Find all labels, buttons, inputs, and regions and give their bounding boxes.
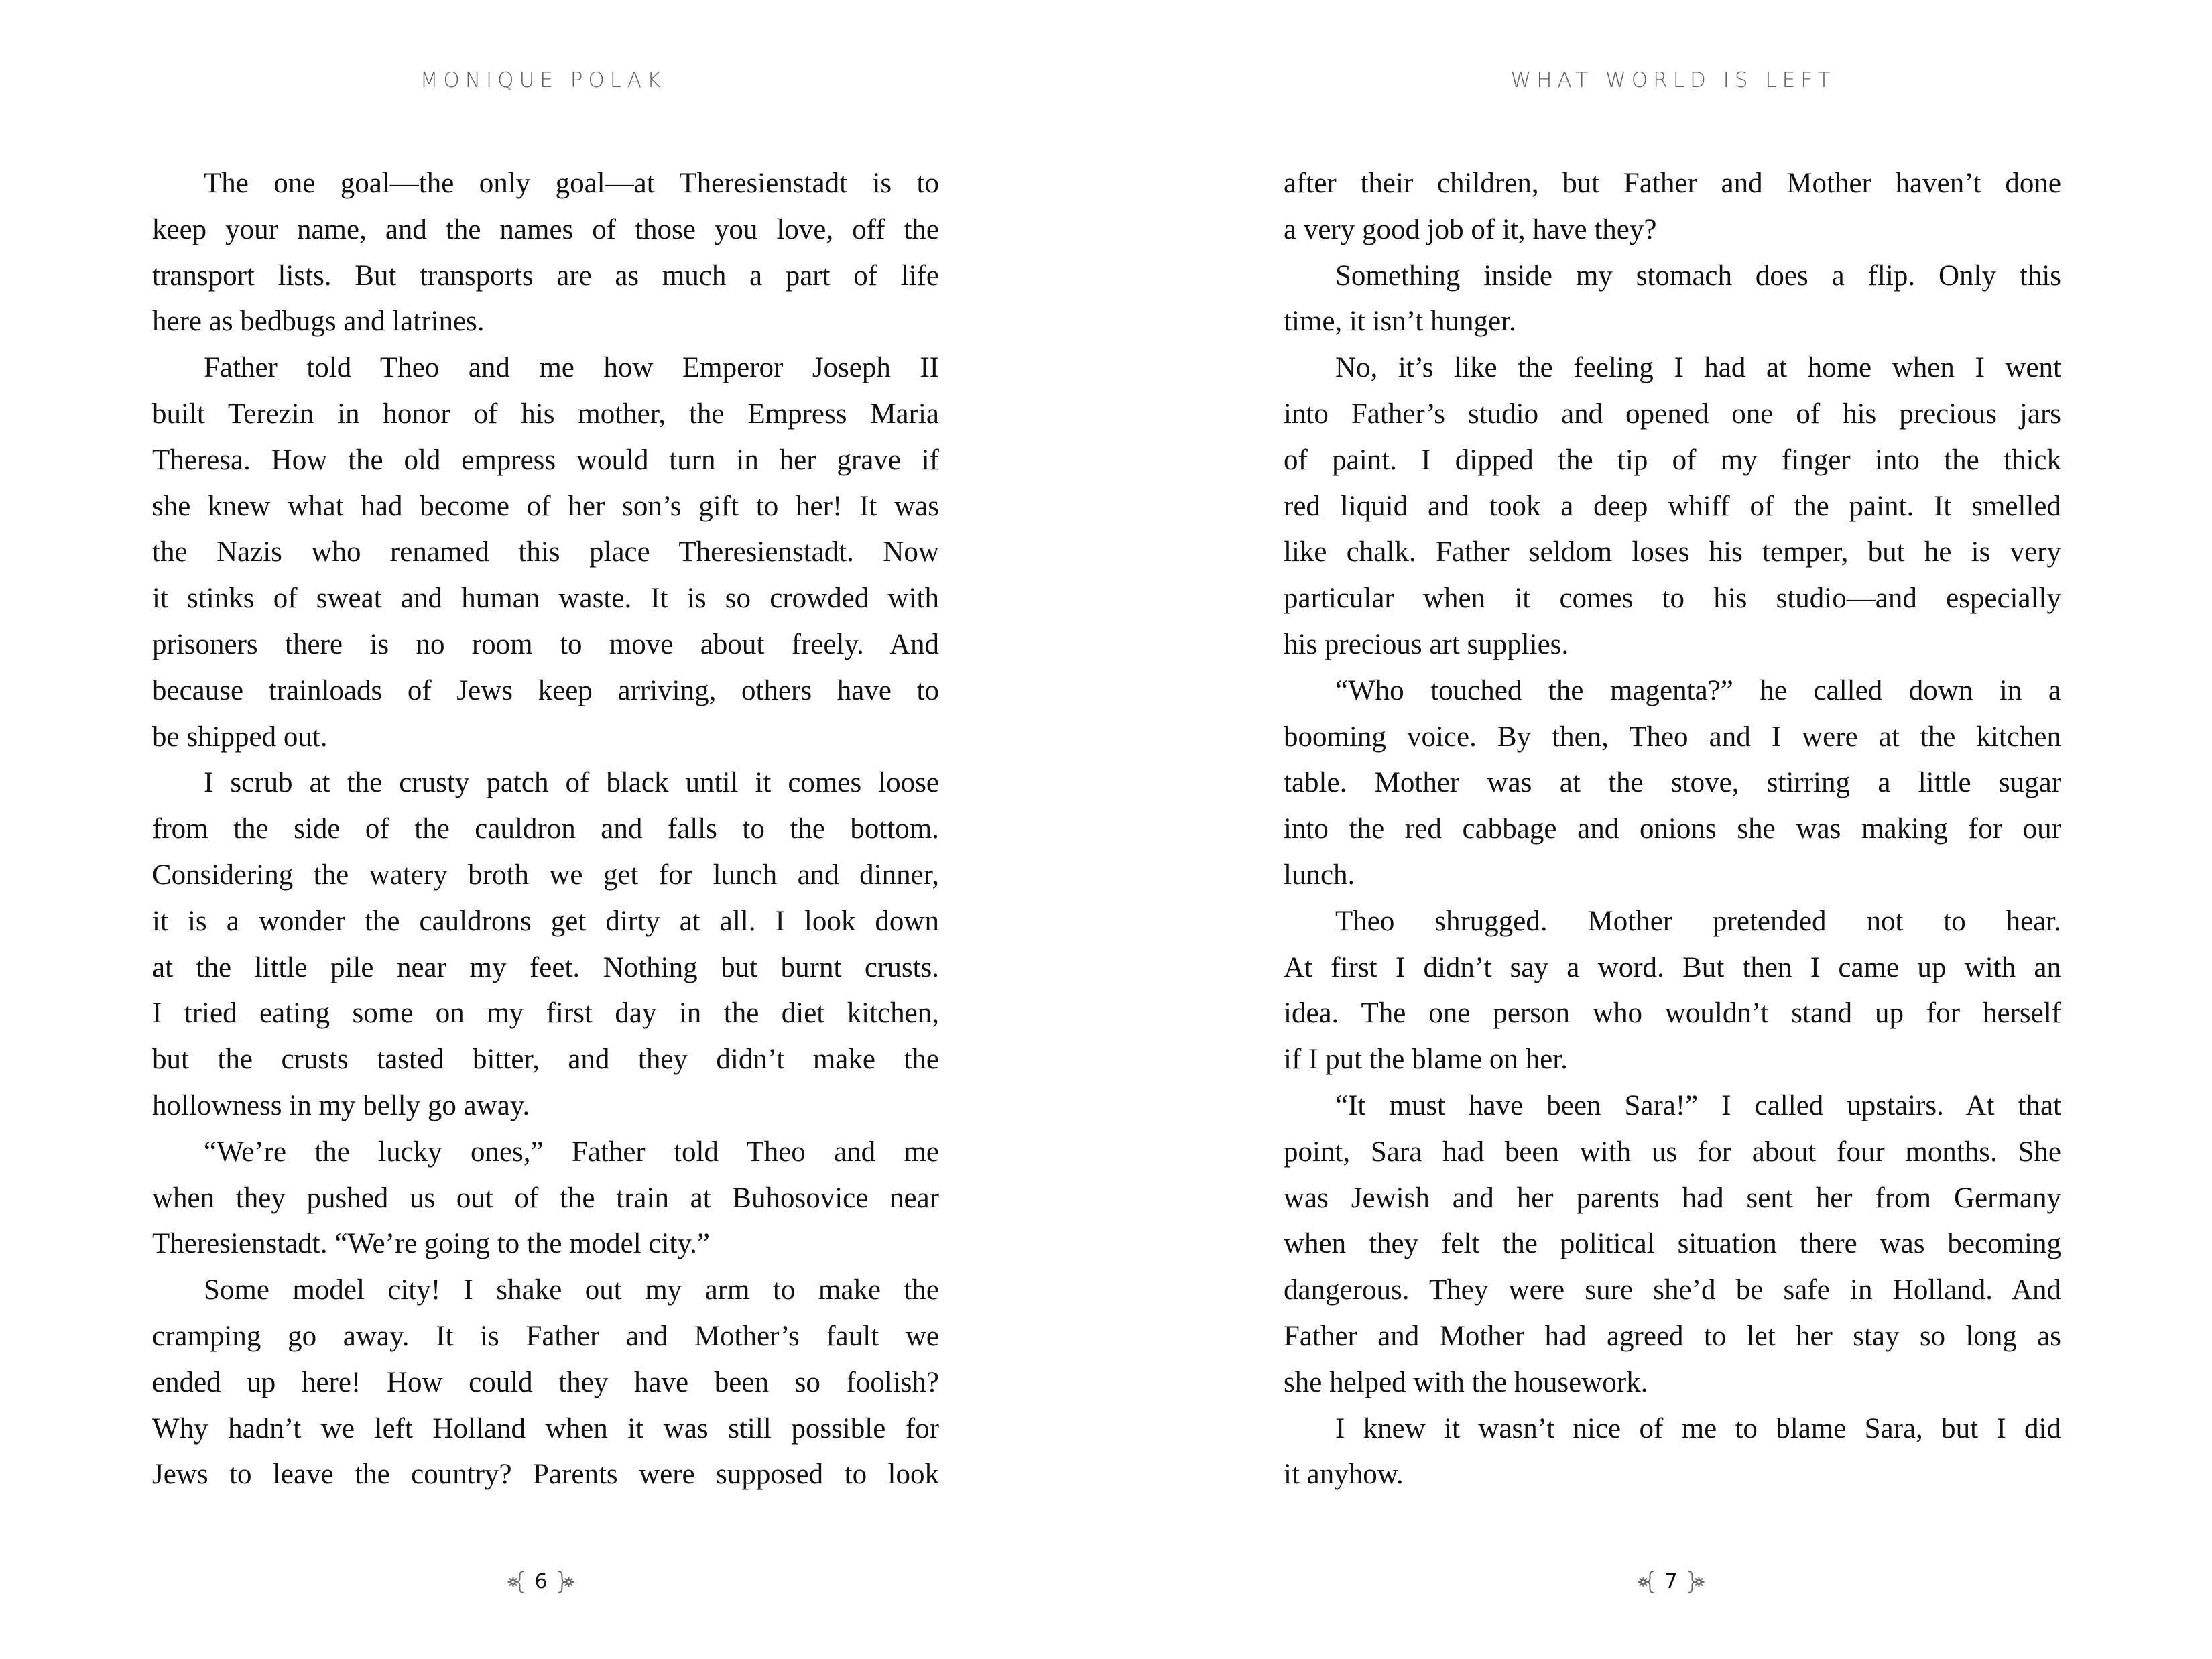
text-line: At first I didn’t say a word. But then I came up with an	[1284, 951, 2061, 983]
text-line: ended up here! How could they have been so foolish?	[152, 1366, 939, 1398]
text-line: transport lists. But transports are as much a part of life	[152, 259, 939, 292]
text-line: his precious art supplies.	[1284, 628, 1569, 660]
text-line: the Nazis who renamed this place Theresienstadt. Now	[152, 536, 939, 568]
text-line: hollowness in my belly go away.	[152, 1089, 530, 1121]
text-line: Why hadn’t we left Holland when it was still possible for	[152, 1412, 939, 1445]
running-head-title: WHAT WORLD IS LEFT	[1510, 68, 1836, 93]
text-line: Considering the watery broth we get for lunch and dinner,	[152, 859, 939, 891]
body-text	[1284, 161, 2061, 1498]
text-line: because trainloads of Jews keep arriving, others have to	[152, 674, 939, 706]
text-line: if I put the blame on her.	[1284, 1044, 1568, 1076]
text-line: when they felt the political situation there was becoming	[1284, 1228, 2061, 1260]
page-number-folio	[507, 1567, 574, 1597]
text-line: Theo shrugged. Mother pretended not to hear.	[1335, 905, 2061, 937]
text-line: I scrub at the crusty patch of black until it comes loose	[204, 767, 939, 799]
text-line: like chalk. Father seldom loses his temper, but he is very	[1284, 536, 2061, 568]
text-line: built Terezin in honor of his mother, the Empress Maria	[152, 397, 939, 430]
text-line: table. Mother was at the stove, stirring a little sugar	[1284, 767, 2061, 799]
text-line: “We’re the lucky ones,” Father told Theo and me	[204, 1135, 939, 1168]
text-line: she knew what had become of her son’s gift to her! It was	[152, 490, 939, 522]
text-line: The one goal—the only goal—at Theresienstadt is to	[204, 168, 939, 199]
running-head-author: MONIQUE POLAK	[420, 68, 666, 93]
text-line: Something inside my stomach does a flip. Only this	[1335, 259, 2061, 292]
text-line: cramping go away. It is Father and Mother’s fault we	[152, 1320, 939, 1352]
text-line: Theresienstadt. “We’re going to the model city.”	[152, 1228, 710, 1260]
text-line: it stinks of sweat and human waste. It is so crowded with	[152, 582, 939, 615]
text-line: Father told Theo and me how Emperor Joseph II	[204, 352, 939, 384]
text-line: Jews to leave the country? Parents were supposed to look	[152, 1459, 939, 1491]
text-line: “It must have been Sara!” I called upstairs. At that	[1335, 1089, 2061, 1121]
text-line: Father and Mother had agreed to let her stay so long as	[1284, 1320, 2061, 1352]
right-page	[1106, 0, 2212, 1659]
text-line: it anyhow.	[1284, 1459, 1404, 1491]
text-line: idea. The one person who wouldn’t stand up for herself	[1284, 997, 2061, 1030]
text-line: but the crusts tasted bitter, and they didn’t make the	[152, 1044, 939, 1076]
text-line: dangerous. They were sure she’d be safe in Holland. And	[1284, 1274, 2061, 1306]
text-line: prisoners there is no room to move about freely. And	[152, 628, 939, 660]
flower-brace-left-icon	[507, 1569, 525, 1595]
flower-brace-right-icon	[557, 1569, 574, 1595]
page-number: 7	[1664, 1570, 1678, 1593]
text-line: Some model city! I shake out my arm to make the	[204, 1274, 939, 1306]
text-line: lunch.	[1284, 859, 1355, 891]
text-line: booming voice. By then, Theo and I were at the kitchen	[1284, 721, 2061, 753]
text-line: she helped with the housework.	[1284, 1366, 1648, 1398]
text-line: be shipped out.	[152, 721, 328, 753]
text-line: a very good job of it, have they?	[1284, 213, 1657, 245]
text-line: at the little pile near my feet. Nothing but burnt crusts.	[152, 951, 939, 983]
text-line: into Father’s studio and opened one of his precious jars	[1284, 397, 2061, 430]
text-line: point, Sara had been with us for about four months. She	[1284, 1135, 2061, 1168]
text-line: here as bedbugs and latrines.	[152, 306, 485, 338]
text-line: from the side of the cauldron and falls to the bottom.	[152, 813, 939, 845]
text-line: it is a wonder the cauldrons get dirty at all. I look down	[152, 905, 939, 937]
text-line: was Jewish and her parents had sent her from Germany	[1284, 1182, 2061, 1214]
text-line: I tried eating some on my first day in the diet kitchen,	[152, 997, 939, 1030]
text-line: into the red cabbage and onions she was making for our	[1284, 813, 2061, 845]
flower-brace-left-icon	[1638, 1569, 1655, 1595]
text-line: Theresa. How the old empress would turn in her grave if	[152, 444, 939, 476]
text-line: after their children, but Father and Mother haven’t done	[1284, 168, 2061, 199]
text-line: of paint. I dipped the tip of my finger into the thick	[1284, 444, 2061, 476]
flower-brace-right-icon	[1687, 1569, 1705, 1595]
text-line: particular when it comes to his studio—and especially	[1284, 582, 2061, 615]
text-line: keep your name, and the names of those you love, off the	[152, 213, 939, 245]
text-line: “Who touched the magenta?” he called down in a	[1335, 674, 2061, 706]
body-text	[152, 161, 939, 1498]
text-line: I knew it wasn’t nice of me to blame Sara, but I did	[1335, 1412, 2061, 1445]
text-line: when they pushed us out of the train at Buhosovice near	[152, 1182, 939, 1214]
page-number-folio	[1638, 1567, 1704, 1597]
page-number: 6	[534, 1570, 548, 1593]
text-line: red liquid and took a deep whiff of the paint. It smelled	[1284, 490, 2061, 522]
text-line: No, it’s like the feeling I had at home when I went	[1335, 352, 2061, 384]
text-line: time, it isn’t hunger.	[1284, 306, 1516, 338]
